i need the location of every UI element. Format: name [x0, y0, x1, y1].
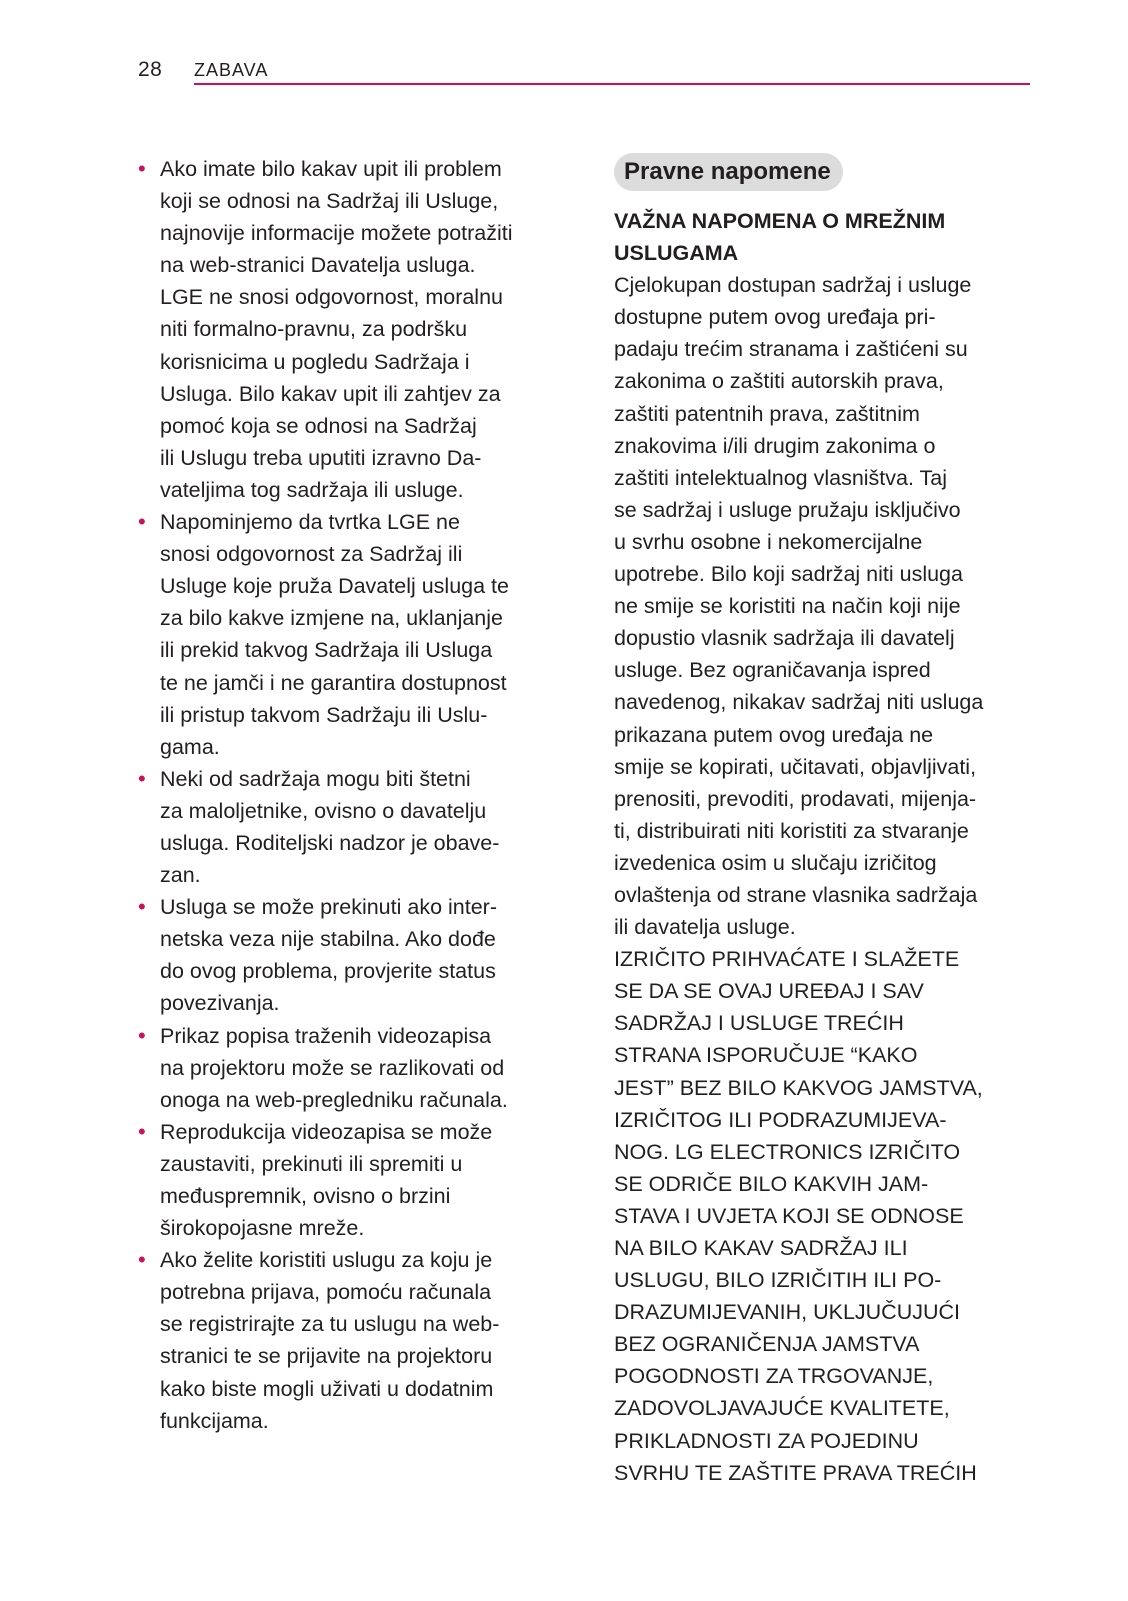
- bullet-text-line: ili pristup takvom Sadržaju ili Uslu-: [160, 702, 488, 727]
- bullet-text-line: Napominjemo da tvrtka LGE ne: [160, 510, 460, 535]
- body-text-line: ovlaštenja od strane vlasnika sadržaja: [614, 882, 978, 907]
- bullet-text-line: širokopojasne mreže.: [160, 1216, 365, 1241]
- bullet-text-line: LGE ne snosi odgovornost, moralnu: [160, 285, 504, 310]
- bullet-text-line: Usluge koje pruža Davatelj usluga te: [160, 574, 509, 599]
- bullet-dot-icon: •: [138, 509, 146, 535]
- bullet-item: [136, 1020, 566, 1116]
- bullet-dot-icon: •: [138, 156, 146, 181]
- body-text-line: STRANA ISPORUČUJE “KAKO: [614, 1043, 918, 1068]
- body-text-line: ili davatelja usluge.: [614, 915, 796, 940]
- body-text-line: PRIKLADNOSTI ZA POJEDINU: [614, 1428, 919, 1453]
- subheading: [614, 205, 1044, 269]
- body-text-line: zaštiti intelektualnog vlasništva. Taj: [614, 465, 948, 490]
- body-text-line: smije se kopirati, učitavati, objavljivati,: [614, 754, 977, 779]
- left-column: [136, 153, 566, 1437]
- page-number: 28: [138, 58, 163, 81]
- bullet-text-line: vateljima tog sadržaja ili usluge.: [160, 477, 464, 502]
- body-text-line: USLUGU, BILO IZRIČITIH ILI PO-: [614, 1268, 942, 1293]
- bullet-text-line: do ovog problema, provjerite status: [160, 959, 496, 984]
- bullet-text-line: korisnicima u pogledu Sadržaja i: [160, 349, 470, 374]
- bullet-text-line: usluga. Roditeljski nadzor je obave-: [160, 830, 500, 855]
- body-text-line: usluge. Bez ograničavanja ispred: [614, 658, 931, 683]
- bullet-text-line: netska veza nije stabilna. Ako dođe: [160, 927, 496, 952]
- bullet-dot-icon: •: [138, 1022, 146, 1048]
- bullet-text-line: na web-stranici Davatelja usluga.: [160, 253, 476, 278]
- bullet-text-line: Neki od sadržaja mogu biti štetni: [160, 766, 471, 791]
- bullet-text-line: potrebna prijava, pomoću računala: [160, 1280, 492, 1305]
- section-name: ZABAVA: [194, 60, 269, 80]
- bullet-list: [136, 153, 566, 1437]
- bullet-text-line: se registrirajte za tu uslugu na web-: [160, 1312, 500, 1337]
- bullet-text-line: pomoć koja se odnosi na Sadržaj: [160, 413, 477, 438]
- bullet-item: [136, 1244, 566, 1437]
- bullet-dot-icon: •: [138, 1247, 146, 1273]
- body-text-line: u svrhu osobne i nekomercijalne: [614, 529, 923, 554]
- bullet-text-line: Ako imate bilo kakav upit ili problem: [160, 157, 502, 181]
- bullet-text-line: zan.: [160, 863, 201, 888]
- body-text-line: BEZ OGRANIČENJA JAMSTVA: [614, 1332, 920, 1357]
- section-title-pill: Pravne napomene: [614, 153, 843, 191]
- body-text-line: NA BILO KAKAV SADRŽAJ ILI: [614, 1236, 908, 1260]
- bullet-dot-icon: •: [138, 1118, 146, 1144]
- body-text-line: SE ODRIČE BILO KAKVIH JAM-: [614, 1171, 929, 1196]
- body-text-line: Cjelokupan dostupan sadržaj i usluge: [614, 273, 972, 298]
- bullet-text-line: najnovije informacije možete potražiti: [160, 221, 513, 246]
- body-text-line: ti, distribuirati niti koristiti za stvaranje: [614, 818, 969, 843]
- bullet-text-line: Reprodukcija videozapisa se može: [160, 1119, 493, 1144]
- bullet-text-line: stranici te se prijavite na projektoru: [160, 1344, 493, 1369]
- bullet-text-line: ili prekid takvog Sadržaja ili Usluga: [160, 638, 493, 663]
- body-text-line: zakonima o zaštiti autorskih prava,: [614, 369, 944, 394]
- bullet-text-line: niti formalno-pravnu, za podršku: [160, 317, 468, 342]
- bullet-text-line: funkcijama.: [160, 1408, 269, 1433]
- bullet-text-line: gama.: [160, 734, 220, 759]
- body-text-line: prikazana putem ovog uređaja ne: [614, 722, 934, 747]
- right-column: [614, 153, 1044, 1489]
- body-text-line: POGODNOSTI ZA TRGOVANJE,: [614, 1364, 934, 1389]
- bullet-item: [136, 506, 566, 763]
- body-text-line: dopustio vlasnik sadržaja ili davatelj: [614, 626, 955, 651]
- body-text-line: ZADOVOLJAVAJUĆE KVALITETE,: [614, 1396, 950, 1421]
- body-text-line: DRAZUMIJEVANIH, UKLJUČUJUĆI: [614, 1300, 961, 1325]
- bullet-text-line: međuspremnik, ovisno o brzini: [160, 1184, 451, 1208]
- body-text-line: ne smije se koristiti na način koji nije: [614, 594, 961, 619]
- body-text-line: znakovima i/ili drugim zakonima o: [614, 433, 936, 458]
- header-divider: [194, 83, 1030, 85]
- bullet-text-line: koji se odnosi na Sadržaj ili Usluge,: [160, 189, 499, 214]
- body-text-line: navedenog, nikakav sadržaj niti usluga: [614, 690, 984, 715]
- bullet-item: [136, 763, 566, 891]
- bullet-item: [136, 153, 566, 506]
- bullet-text-line: onoga na web-pregledniku računala.: [160, 1087, 508, 1112]
- bullet-item: [136, 891, 566, 1019]
- bullet-text-line: za bilo kakve izmjene na, uklanjanje: [160, 606, 504, 631]
- body-text-line: upotrebe. Bilo koji sadržaj niti usluga: [614, 562, 963, 587]
- body-text-line: prenositi, prevoditi, prodavati, mijenja-: [614, 786, 977, 811]
- bullet-text-line: Prikaz popisa traženih videozapisa: [160, 1023, 492, 1048]
- bullet-text-line: zaustaviti, prekinuti ili spremiti u: [160, 1151, 463, 1176]
- bullet-text-line: snosi odgovornost za Sadržaj ili: [160, 542, 463, 567]
- bullet-text-line: Usluga se može prekinuti ako inter-: [160, 895, 497, 920]
- body-text-line: SVRHU TE ZAŠTITE PRAVA TREĆIH: [614, 1460, 977, 1485]
- body-text-line: NOG. LG ELECTRONICS IZRIČITO: [614, 1139, 961, 1164]
- page-header: [138, 56, 1028, 86]
- body-text-line: JEST” BEZ BILO KAKVOG JAMSTVA,: [614, 1075, 983, 1100]
- bullet-text-line: za maloljetnike, ovisno o davatelju: [160, 798, 487, 823]
- body-text-line: dostupne putem ovog uređaja pri-: [614, 305, 936, 330]
- bullet-text-line: Usluga. Bilo kakav upit ili zahtjev za: [160, 381, 501, 406]
- body-text-line: SE DA SE OVAJ UREĐAJ I SAV: [614, 979, 924, 1004]
- body-text-line: padaju trećim stranama i zaštićeni su: [614, 337, 968, 362]
- subheading-line: USLUGAMA: [614, 241, 739, 266]
- bullet-dot-icon: •: [138, 765, 146, 791]
- body-text: [614, 269, 1044, 1489]
- body-text-line: zaštiti patentnih prava, zaštitnim: [614, 401, 920, 426]
- body-text-line: se sadržaj i usluge pružaju isključivo: [614, 497, 961, 522]
- bullet-item: [136, 1116, 566, 1244]
- bullet-text-line: na projektoru može se razlikovati od: [160, 1055, 505, 1080]
- bullet-text-line: kako biste mogli uživati u dodatnim: [160, 1376, 494, 1401]
- body-text-line: izvedenica osim u slučaju izričitog: [614, 850, 937, 875]
- bullet-text-line: Ako želite koristiti uslugu za koju je: [160, 1248, 493, 1273]
- body-text-line: IZRIČITO PRIHVAĆATE I SLAŽETE: [614, 947, 960, 972]
- bullet-dot-icon: •: [138, 894, 146, 920]
- body-text-line: SADRŽAJ I USLUGE TREĆIH: [614, 1011, 904, 1036]
- body-text-line: STAVA I UVJETA KOJI SE ODNOSE: [614, 1203, 964, 1228]
- bullet-text-line: povezivanja.: [160, 991, 280, 1016]
- bullet-text-line: ili Uslugu treba uputiti izravno Da-: [160, 445, 482, 470]
- body-text-line: IZRIČITOG ILI PODRAZUMIJEVA-: [614, 1107, 947, 1132]
- bullet-text-line: te ne jamči i ne garantira dostupnost: [160, 670, 507, 695]
- subheading-line: VAŽNA NAPOMENA O MREŽNIM: [614, 209, 946, 233]
